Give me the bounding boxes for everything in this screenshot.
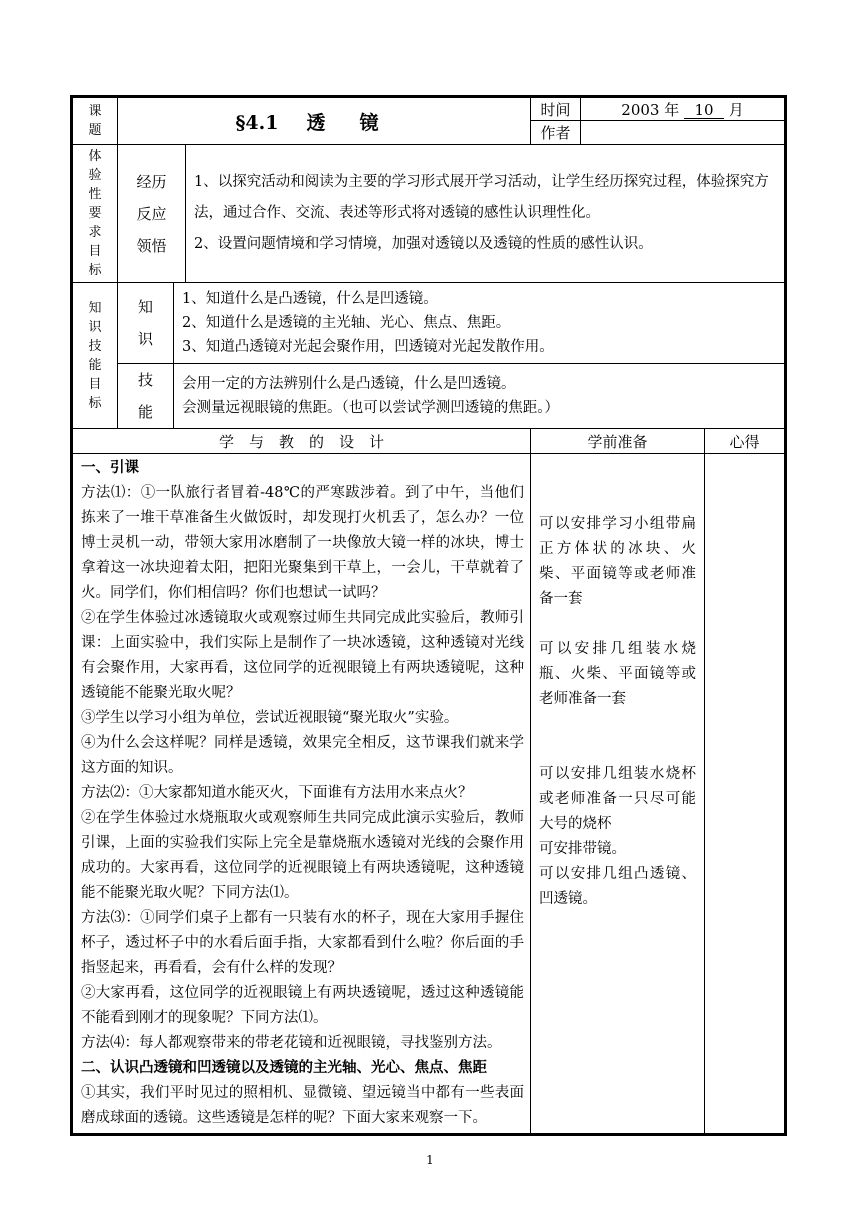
title-section-number: §4.1 — [235, 111, 279, 134]
knowledge-group-label: 知 识 技 能 目 标 — [72, 283, 118, 429]
time-label: 时间 — [531, 97, 581, 121]
prep-note-2: 可以安排几组装水烧瓶、火柴、平面镜等或老师准备一套 — [539, 641, 697, 707]
design-paragraph: 方法⑷：每人都观察带来的带老花镜和近视眼镜，寻找鉴别方法。 — [81, 1035, 502, 1051]
lesson-title — [118, 97, 531, 145]
author-label: 作者 — [531, 121, 581, 145]
design-paragraph: ②在学生体验过水烧瓶取火或观察师生共同完成此演示实验后，教师引课，上面的实验我们实际上完全是靠烧瓶水透镜对光线的会聚作用成功的。大家再看，这位同学的近视眼镜上有两块透镜呢，这种透镜能不能聚光取火呢？下同方法⑴。 — [81, 810, 525, 901]
time-year: 2003 年 — [621, 100, 680, 119]
design-paragraph: ②大家再看，这位同学的近视眼镜上有两块透镜呢，透过这种透镜能不能看到刚才的现象呢？下同方法⑴。 — [81, 985, 525, 1026]
knowledge-item-1: 1、知道什么是凸透镜，什么是凹透镜。 — [182, 291, 438, 307]
design-content — [72, 454, 531, 1135]
prep-note-1: 可以安排学习小组带扁正方体状的冰块、火柴、平面镜等或老师准备一套 — [539, 516, 697, 607]
prep-note-4: 可安排带镜。 — [539, 841, 627, 857]
experience-goal-2: 2、设置问题情境和学习情境，加强对透镜以及透镜的性质的感性认识。 — [194, 236, 653, 252]
prep-note-5: 可以安排几组凸透镜、凹透镜。 — [539, 866, 697, 907]
design-paragraph: 方法⑶：①同学们桌子上都有一只装有水的杯子，现在大家用手握住杯子，透过杯子中的水看后面手指，大家都看到什么啦？你后面的手指竖起来，再看看，会有什么样的发现？ — [81, 910, 525, 976]
experience-group-label: 体 验 性 要 求 目 标 — [72, 145, 118, 283]
topic-label: 课 题 — [72, 97, 118, 145]
design-paragraph: ②在学生体验过冰透镜取火或观察过师生共同完成此实验后，教师引课：上面实验中，我们实际上是制作了一块冰透镜，这种透镜对光线有会聚作用，大家再看，这位同学的近视眼镜上有两块透镜呢，这种透镜能不能聚光取火呢？ — [81, 610, 525, 701]
section-heading-intro: 一、引课 — [81, 460, 139, 476]
design-column-header: 学 与 教 的 设 计 — [72, 429, 531, 454]
skill-items — [174, 364, 786, 429]
lesson-plan-table — [70, 95, 787, 1136]
prep-column-header: 学前准备 — [531, 429, 705, 454]
design-paragraph: ④为什么会这样呢？同样是透镜，效果完全相反，这节课我们就来学这方面的知识。 — [81, 735, 525, 776]
design-paragraph: ③学生以学习小组为单位，尝试近视眼镜“聚光取火”实验。 — [81, 710, 459, 726]
notes-content — [705, 454, 786, 1135]
experience-sub-label: 经历 反应 领悟 — [118, 145, 186, 283]
title-text: 透镜 — [306, 111, 413, 134]
skill-item-2: 会测量远视眼镜的焦距。（也可以尝试学测凹透镜的焦距。） — [182, 400, 559, 416]
time-value — [581, 97, 786, 121]
author-value — [581, 121, 786, 145]
knowledge-items — [174, 283, 786, 364]
prep-note-3: 可以安排几组装水烧杯或老师准备一只尽可能大号的烧杯 — [539, 766, 697, 832]
time-month-value: 10 — [684, 103, 724, 119]
skill-label: 技 能 — [118, 364, 174, 429]
knowledge-item-3: 3、知道凸透镜对光起会聚作用，凹透镜对光起发散作用。 — [182, 339, 554, 355]
design-paragraph: ①其实，我们平时见过的照相机、显微镜、望远镜当中都有一些表面磨成球面的透镜。这些透镜是怎样的呢？下面大家来观察一下。 — [81, 1085, 525, 1126]
prep-content — [531, 454, 705, 1135]
section-heading-lenses: 二、认识凸透镜和凹透镜以及透镜的主光轴、光心、焦点、焦距 — [81, 1060, 487, 1076]
page-number: 1 — [426, 1153, 434, 1167]
experience-goals — [186, 145, 786, 283]
knowledge-item-2: 2、知道什么是透镜的主光轴、光心、焦点、焦距。 — [182, 315, 511, 331]
time-month-unit: 月 — [728, 100, 744, 119]
design-paragraph: 方法⑵：①大家都知道水能灭火，下面谁有方法用水来点火？ — [81, 785, 473, 801]
experience-goal-1: 1、以探究活动和阅读为主要的学习形式展开学习活动，让学生经历探究过程，体验探究方法，通过合作、交流、表述等形式将对透镜的感性认识理性化。 — [194, 174, 769, 221]
knowledge-label: 知 识 — [118, 283, 174, 364]
design-paragraph: 方法⑴：①一队旅行者冒着-48℃的严寒跋涉着。到了中午，当他们拣来了一堆干草准备生火做饭时，却发现打火机丢了，怎么办？一位博士灵机一动，带领大家用冰磨制了一块像放大镜一样的冰块，博士拿着这一冰块迎着太阳，把阳光聚集到干草上，一会儿，干草就着了火。同学们，你们相信吗？你们也想试一试吗？ — [81, 485, 525, 601]
notes-column-header: 心得 — [705, 429, 786, 454]
skill-item-1: 会用一定的方法辨别什么是凸透镜，什么是凹透镜。 — [182, 376, 516, 392]
